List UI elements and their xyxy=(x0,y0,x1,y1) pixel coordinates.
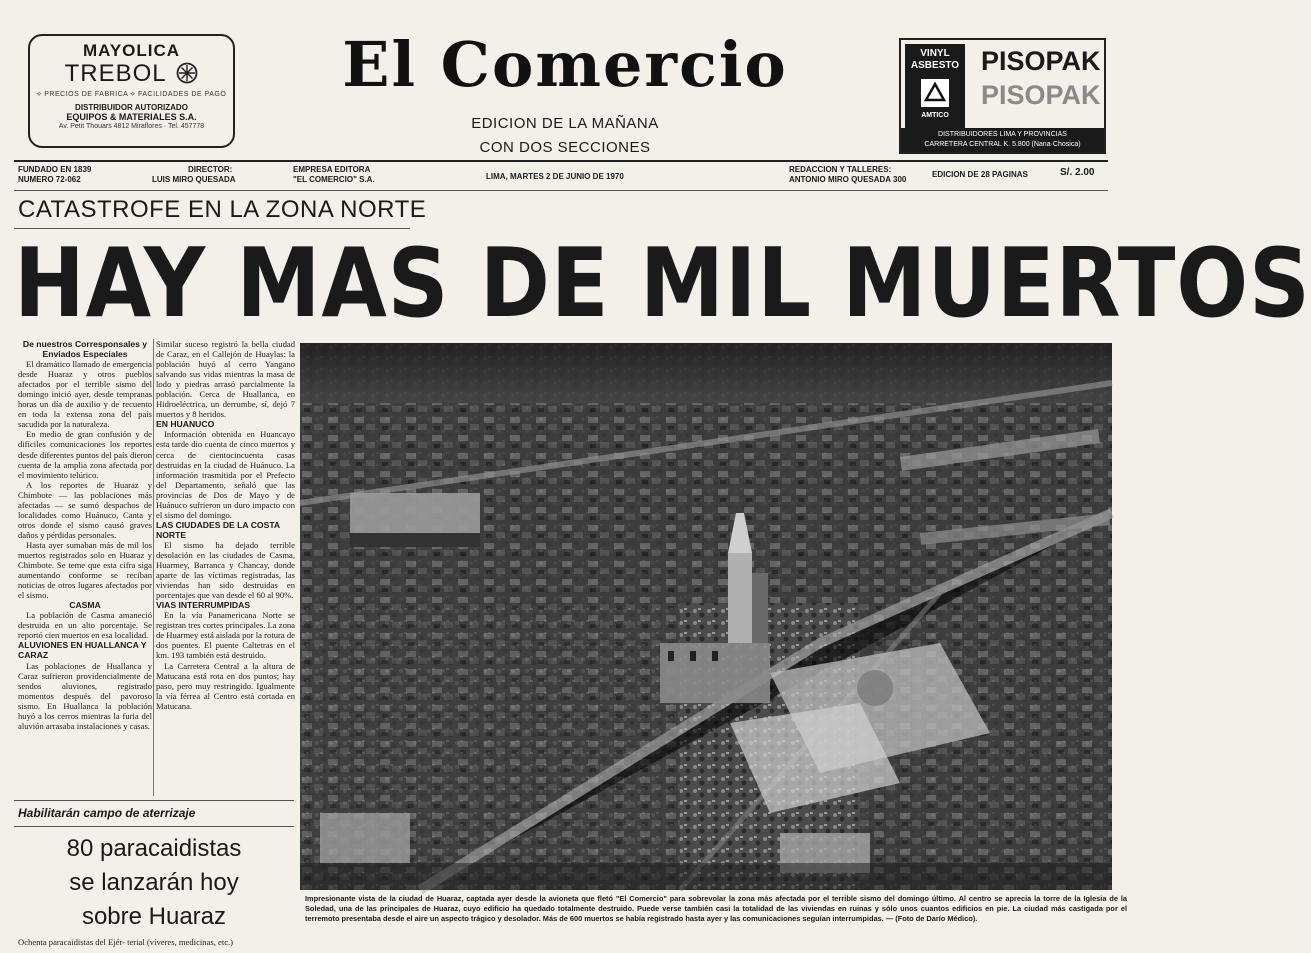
paragraph: Similar suceso registró la bella ciudad de Caraz, en el Callejón de Huaylas: la población huyó al cerro Yangano salvando sus vidas mientras la masa de lodo y piedras arrasó parcialmente la población. Cerca de Huallanca, en Hidroeléctrica, un derrumbe, sí, dejó 7 muertos y 8 heridos. xyxy=(156,339,295,420)
ad-right-box-line2: ASBESTO xyxy=(910,60,960,71)
secondary-headline-line-3: sobre Huaraz xyxy=(81,903,227,930)
subheading-casma: CASMA xyxy=(69,600,101,611)
ad-right-brand-1: PISOPAK xyxy=(981,46,1101,76)
subheading-aluviones: ALUVIONES EN HUALLANCA Y CARAZ xyxy=(18,640,147,661)
founded-year: FUNDADO EN 1839 xyxy=(18,165,92,174)
founded-info xyxy=(18,165,91,185)
publisher-info xyxy=(293,165,375,185)
ad-right-contact-bar xyxy=(901,128,1104,152)
ad-right-brand-2: PISOPAK xyxy=(981,80,1101,110)
aerial-photo-huaraz xyxy=(300,343,1112,890)
paragraph: La Carretera Central a la altura de Matucana está rota en dos puntos; hay paso, pero muy restringido. Igualmente la vía férrea al Centro está cortada en Matucana. xyxy=(156,660,295,711)
newspaper-masthead: El Comercio xyxy=(342,28,788,101)
secondary-headline-line-1: 80 paracaidistas xyxy=(66,835,242,862)
page-count: EDICION DE 28 PAGINAS xyxy=(932,170,1028,179)
paragraph: En medio de gran confusión y de difíciles comunicaciones los reportes desde diferentes puntos del país dieron cuenta de la amplia zona afectada por el movimiento telúrico. xyxy=(18,429,152,480)
aerial-photo-graphic xyxy=(300,343,1112,890)
paragraph: En la vía Panamericana Norte se registran tres cortes principales. La zona de Huarmey está aislada por la rotura de dos puentes. El puente Caltetras en el km. 193 también está destruido. xyxy=(156,610,295,661)
kicker-headline: CATASTROFE EN LA ZONA NORTE xyxy=(18,196,427,223)
ad-left-distributor-name: EQUIPOS & MATERIALES S.A. xyxy=(66,112,197,122)
ad-right-product-box xyxy=(905,44,965,128)
paragraph: Información obtenida en Huancayo esta tarde dio cuenta de cinco muertos y cerca de cientocincuenta casas destruidas en la ciudad de Huánuco. La información trasmitida por el Prefecto del Departamento, señaló que las provincias de Dos de Mayo y de Huánuco sufrieron un duro impacto con el sismo del domingo. xyxy=(156,429,295,520)
article-column-1 xyxy=(18,339,152,797)
director-label: DIRECTOR: xyxy=(188,165,233,174)
issue-number: NUMERO 72-062 xyxy=(18,175,81,184)
paragraph: El sismo ha dejado terrible desolación en las ciudades de Casma, Huarmey, Barranca y Chancay, donde aparte de las víctimas registradas, las viviendas han sido destruidas en porcentajes que van desde el 60 al 90%. xyxy=(156,539,295,601)
ad-left-brand xyxy=(30,61,233,87)
paragraph: A los reportes de Huaraz y Chimbote — las poblaciones más afectadas — se sumó despachos de localidades como Huánuco, Canta y otros donde el sismo causó graves daños y pérdidas personales. xyxy=(18,479,152,540)
office-label: REDACCION Y TALLERES: xyxy=(789,165,892,174)
office-info xyxy=(789,165,906,185)
ad-right-bar-line1: DISTRIBUIDORES LIMA Y PROVINCIAS xyxy=(938,131,1067,138)
clover-logo-icon xyxy=(176,62,198,84)
article-column-2 xyxy=(156,339,295,797)
ad-left-address: Av. Petit Thouars 4812 Miraflores · Tel. 457778 xyxy=(58,123,205,130)
director-name: LUIS MIRO QUESADA xyxy=(152,175,236,184)
publisher-label: EMPRESA EDITORA xyxy=(293,165,371,174)
secondary-kicker: Habilitarán campo de aterrizaje xyxy=(18,806,196,820)
secondary-article-text: Ochenta paracaidistas del Ejér- terial (víveres, medicinas, etc.) xyxy=(18,937,234,947)
office-address: ANTONIO MIRO QUESADA 300 xyxy=(789,175,907,184)
ad-left-line1: MAYOLICA xyxy=(82,41,181,60)
amtico-logo-icon xyxy=(920,78,950,108)
paragraph: Hasta ayer sumaban más de mil los muertos registrados solo en Huaraz y Chimbote. Se teme que esta cifra siga aumentando conforme se reciban noticias de otros lugares afectados por el sismo. xyxy=(18,539,152,601)
issue-date: LIMA, MARTES 2 DE JUNIO DE 1970 xyxy=(486,172,624,181)
info-strip xyxy=(14,160,1108,191)
subheading-vias: VIAS INTERRUMPIDAS xyxy=(156,600,251,611)
advertisement-pisopak xyxy=(899,38,1106,154)
director-info xyxy=(152,165,236,185)
ad-left-brand-text: TREBOL xyxy=(64,60,166,87)
ad-right-box-brand: AMTICO xyxy=(921,112,949,119)
ad-left-tagline: ⟡ PRECIOS DE FABRICA ⟡ FACILIDADES DE PAGO xyxy=(36,91,227,98)
edition-line-1: EDICION DE LA MAÑANA xyxy=(471,115,659,132)
secondary-headline xyxy=(14,832,294,934)
edition-line-2: CON DOS SECCIONES xyxy=(479,139,651,156)
ad-left-distributor-label: DISTRIBUIDOR AUTORIZADO xyxy=(75,103,188,112)
column-divider xyxy=(153,339,154,796)
photo-caption: Impresionante vista de la ciudad de Huaraz, captada ayer desde la avioneta que fletó "El Comercio" para sobrevolar la zona más afectada por el terrible sismo del domingo último. Al centro se aprecia la torre de la Iglesia de la Soledad, una de las principales de Huaraz, cuyo edificio ha quedado totalmente destruido. Puede verse también casi la totalidad de las viviendas en ruinas y sólo unos cuantos edificios en pie. La ciudad más castigada por el terremoto presentaba desde el aire un aspecto trágico y desolador. Más de 600 muertos se había registrado hasta ayer y las comunicaciones seguían interrumpidas. — (Foto de Darío Médico). xyxy=(305,894,1127,923)
ad-right-bar-line2: CARRETERA CENTRAL K. 5.800 (Nana·Chosica) xyxy=(924,141,1081,148)
subheading-huanuco: EN HUANUCO xyxy=(156,419,215,430)
divider xyxy=(14,800,294,801)
paragraph: El dramático llamado de emergencia desde Huaraz y otros pueblos afectados por el terrible sismo del domingo inició ayer, desde tempranas horas un día de auxilio y de recuento en toda la extensa zona del país sacudida por la naturaleza. xyxy=(18,359,152,430)
paragraph: Las poblaciones de Huallanca y Caraz sufrieron providencialmente de sendos aluviones, registrado momentos después del pavoroso sismo. En Huallanca la población huyó a los cerros mientras la furia del aluvión arrasaba instalaciones y casas. xyxy=(18,660,152,731)
ad-right-box-line1: VINYL xyxy=(920,48,950,59)
paragraph: La población de Casma amaneció destruida en un alto porcentaje. Se reportó cien muertos en esa localidad. xyxy=(18,610,152,641)
subheading-costa-norte: LAS CIUDADES DE LA COSTA NORTE xyxy=(156,519,280,540)
divider xyxy=(14,826,294,827)
advertisement-mayolica-trebol xyxy=(28,34,235,148)
main-headline: HAY MAS DE MIL MUERTOS xyxy=(14,229,1311,339)
secondary-headline-line-2: se lanzarán hoy xyxy=(69,869,239,896)
publisher-name: "EL COMERCIO" S.A. xyxy=(293,175,375,184)
byline: De nuestros Corresponsales y Enviados Especiales xyxy=(22,339,148,360)
price: S/. 2.00 xyxy=(1060,167,1095,178)
